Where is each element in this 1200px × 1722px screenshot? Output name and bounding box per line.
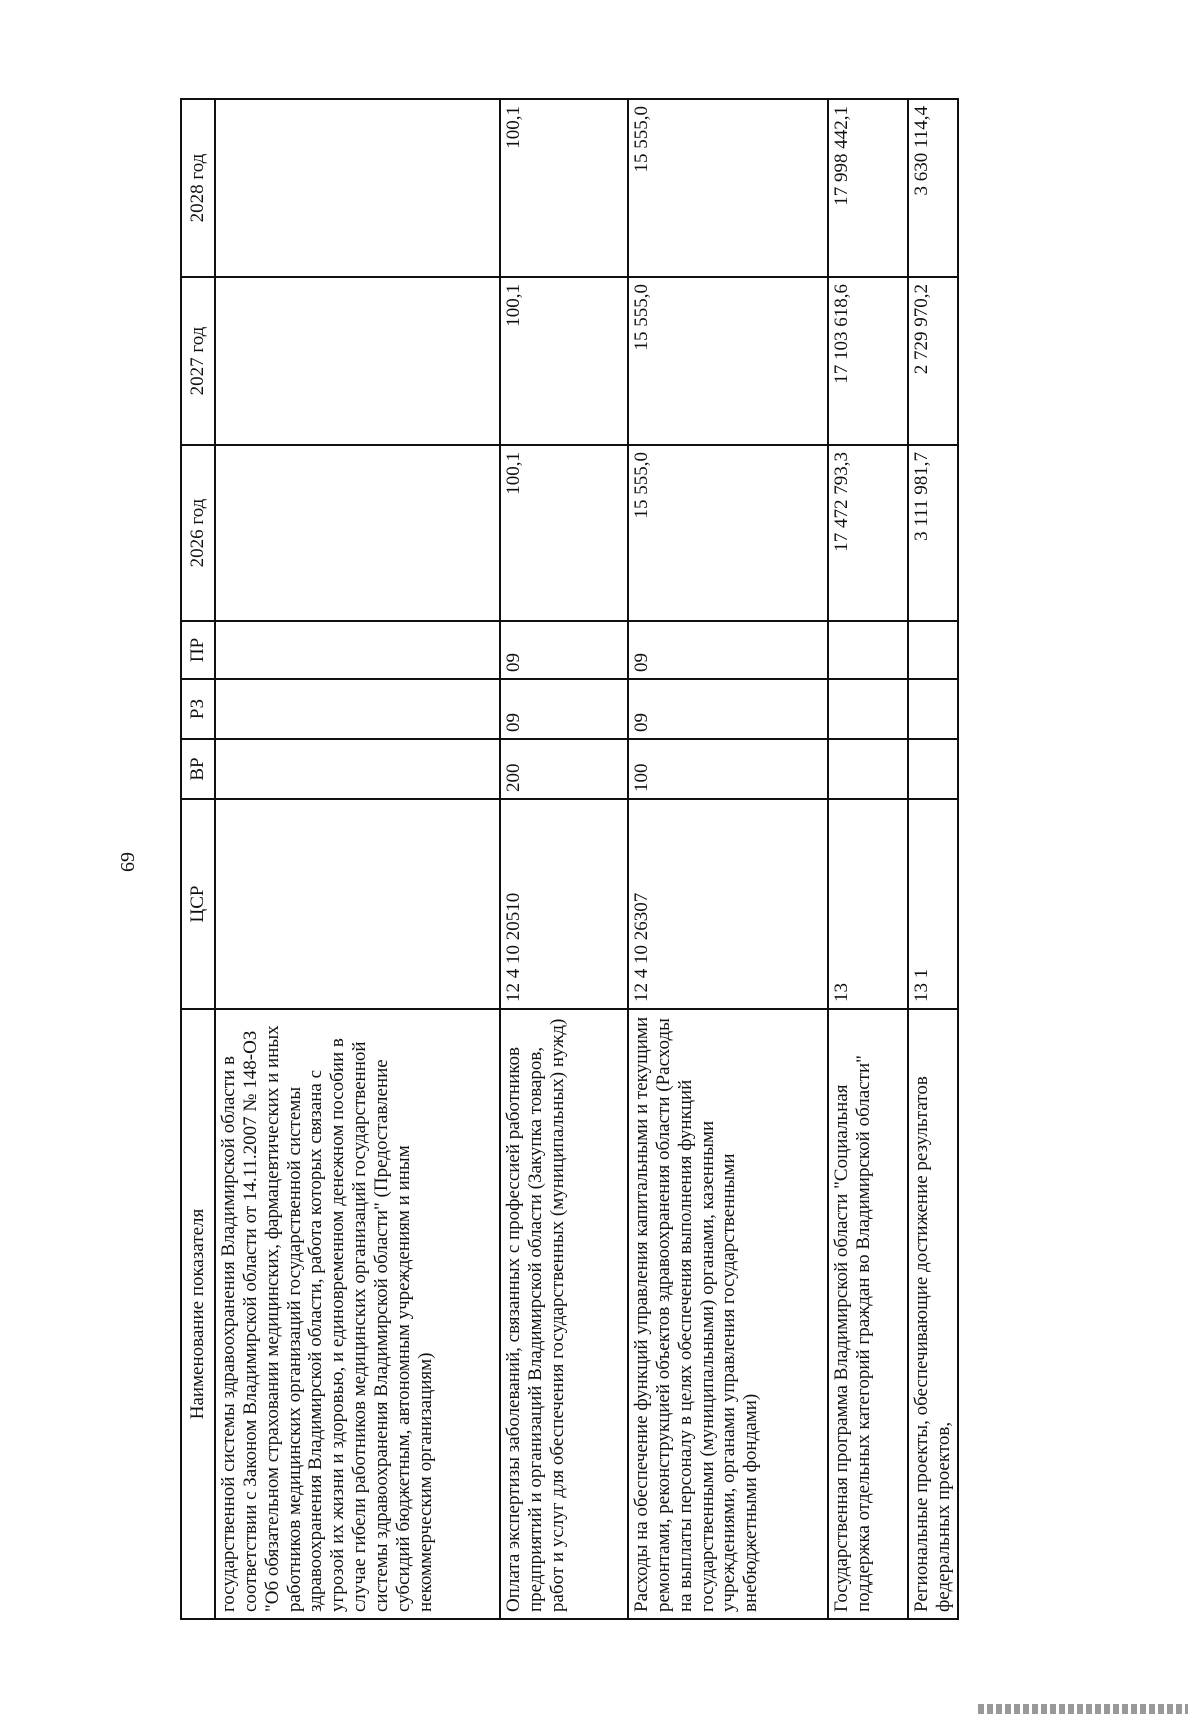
header-2028: 2028 год — [181, 99, 215, 277]
scan-edge-marks — [978, 1704, 1188, 1714]
row-2028: 15 555,0 — [628, 99, 828, 277]
row-rz — [908, 679, 958, 739]
budget-table-container — [180, 100, 954, 1620]
header-name: Наименование показателя — [181, 1009, 215, 1619]
table-row — [215, 99, 500, 1619]
row-vr — [215, 739, 500, 799]
budget-table — [180, 98, 959, 1620]
table-row — [908, 99, 958, 1619]
row-2028: 17 998 442,1 — [828, 99, 908, 277]
row-name: государственной системы здравоохранения Владимирской области в соответствии с Законом Владимирской области от 14.11.2007 № 148-ОЗ "Об обязательном страховании медицинских, фармацевтических и иных работников медицинских организаций государственной системы здравоохранения Владимирской области, работа которых связана с угрозой их жизни и здоровью, и единовременном денежном пособии в случае гибели работников медицинских организаций государственной системы здравоохранения Владимирской области" (Предоставление субсидий бюджетным, автономным учреждениям и иным некоммерческим организациям) — [215, 1009, 500, 1619]
row-vr — [908, 739, 958, 799]
row-csr: 12 4 10 26307 — [628, 799, 828, 1009]
row-2026: 17 472 793,3 — [828, 445, 908, 621]
header-2026: 2026 год — [181, 445, 215, 621]
table-row — [628, 99, 828, 1619]
row-2027 — [215, 277, 500, 445]
row-name: Региональные проекты, обеспечивающие достижение результатов федеральных проектов, — [908, 1009, 958, 1619]
row-2026: 100,1 — [500, 445, 628, 621]
row-rz: 09 — [628, 679, 828, 739]
row-2027: 2 729 970,2 — [908, 277, 958, 445]
row-2028: 100,1 — [500, 99, 628, 277]
row-pr — [828, 621, 908, 679]
row-csr — [215, 799, 500, 1009]
row-vr: 100 — [628, 739, 828, 799]
row-csr: 12 4 10 20510 — [500, 799, 628, 1009]
header-vr: ВР — [181, 739, 215, 799]
row-2027: 17 103 618,6 — [828, 277, 908, 445]
row-name: Расходы на обеспечение функций управления капитальными и текущими ремонтами, реконструкцией объектов здравоохранения области (Расходы на выплаты персоналу в целях обеспечения выполнения функций государственными (муниципальными) органами, казенными учреждениями, органами управления государственными внебюджетными фондами) — [628, 1009, 828, 1619]
header-csr: ЦСР — [181, 799, 215, 1009]
row-vr: 200 — [500, 739, 628, 799]
row-2027: 15 555,0 — [628, 277, 828, 445]
header-pr: ПР — [181, 621, 215, 679]
row-2028 — [215, 99, 500, 277]
row-2028: 3 630 114,4 — [908, 99, 958, 277]
row-csr: 13 1 — [908, 799, 958, 1009]
row-rz — [215, 679, 500, 739]
table-row — [828, 99, 908, 1619]
row-pr: 09 — [500, 621, 628, 679]
table-row — [500, 99, 628, 1619]
row-name: Государственная программа Владимирской области "Социальная поддержка отдельных категорий граждан во Владимирской области" — [828, 1009, 908, 1619]
row-vr — [828, 739, 908, 799]
row-2026 — [215, 445, 500, 621]
row-pr — [215, 621, 500, 679]
row-2026: 15 555,0 — [628, 445, 828, 621]
header-2027: 2027 год — [181, 277, 215, 445]
header-rz: РЗ — [181, 679, 215, 739]
row-2026: 3 111 981,7 — [908, 445, 958, 621]
page-number: 69 — [117, 852, 139, 872]
row-name: Оплата экспертизы заболеваний, связанных с профессией работников предприятий и организаций Владимирской области (Закупка товаров, работ и услуг для обеспечения государственных (муниципальных) нужд) — [500, 1009, 628, 1619]
row-pr: 09 — [628, 621, 828, 679]
header-row — [181, 99, 215, 1619]
row-2027: 100,1 — [500, 277, 628, 445]
budget-table-rotated — [180, 100, 954, 1620]
row-csr: 13 — [828, 799, 908, 1009]
row-pr — [908, 621, 958, 679]
row-rz: 09 — [500, 679, 628, 739]
row-rz — [828, 679, 908, 739]
